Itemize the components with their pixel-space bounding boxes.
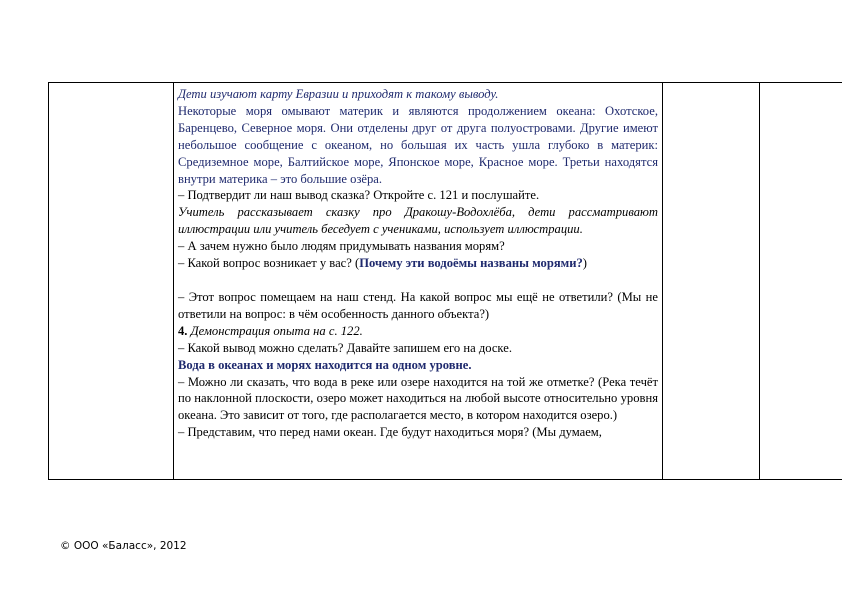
table-column-notes bbox=[663, 83, 760, 479]
paragraph-level-conclusion: Вода в океанах и морях находится на одном уровне. bbox=[178, 357, 472, 372]
paragraph-stand: – Этот вопрос помещаем на наш стенд. На какой вопрос мы ещё не ответили? (Мы не ответили на вопрос: в чём особенность данного объекта?) bbox=[178, 289, 658, 321]
demo-title: Демонстрация опыта на с. 122. bbox=[190, 323, 363, 338]
table-column-left bbox=[49, 83, 174, 479]
copyright-footer: © ООО «Баласс», 2012 bbox=[60, 540, 187, 552]
paragraph-question-names: – А зачем нужно было людям придумывать названия морям? bbox=[178, 239, 505, 254]
table-column-content bbox=[174, 83, 663, 479]
paragraph-question-arises bbox=[178, 255, 658, 272]
paragraph-question-tale: – Подтвердит ли наш вывод сказка? Откройте с. 121 и послушайте. bbox=[178, 188, 540, 203]
paragraph-conclusion: Некоторые моря омывают материк и являются продолжением океана: Охотское, Баренцево, Северное моря. Они отделены друг от друга полуостровами. Другие имеют небольшое сообщение с океаном, но большая их часть ушла глубоко в материк: Средиземное море, Балтийское море, Японское море, Красное море. Третьи находятся внутри материка – это большие озёра. bbox=[178, 103, 658, 186]
paragraph-teacher-tale: Учитель рассказывает сказку про Дракошу-Водохлёба, дети рассматривают иллюстрации или учитель беседует с учениками, использует иллюстрации. bbox=[178, 205, 658, 237]
paragraph-demo bbox=[178, 323, 658, 340]
question-arises-text: – Какой вопрос возникает у вас? ( bbox=[178, 256, 360, 271]
question-arises-end: ) bbox=[582, 256, 587, 271]
lesson-table bbox=[48, 82, 842, 480]
question-arises-bold: Почему эти водоёмы названы морями? bbox=[359, 256, 583, 271]
demo-number: 4. bbox=[178, 323, 188, 338]
paragraph-ocean: – Представим, что перед нами океан. Где будут находиться моря? (Мы думаем, bbox=[178, 425, 602, 440]
table-column-right bbox=[760, 83, 842, 479]
paragraph-conclusion-question: – Какой вывод можно сделать? Давайте запишем его на доске. bbox=[178, 340, 512, 355]
paragraph-river-lake: – Можно ли сказать, что вода в реке или озере находится на той же отметке? (Река течёт по наклонной плоскости, озеро может находиться на любой высоте относительно уровня океана. Это зависит от того, где располагается место, в котором находится озеро.) bbox=[178, 374, 658, 423]
paragraph-spacer bbox=[178, 272, 658, 289]
paragraph-intro: Дети изучают карту Евразии и приходят к такому выводу. bbox=[178, 87, 499, 101]
